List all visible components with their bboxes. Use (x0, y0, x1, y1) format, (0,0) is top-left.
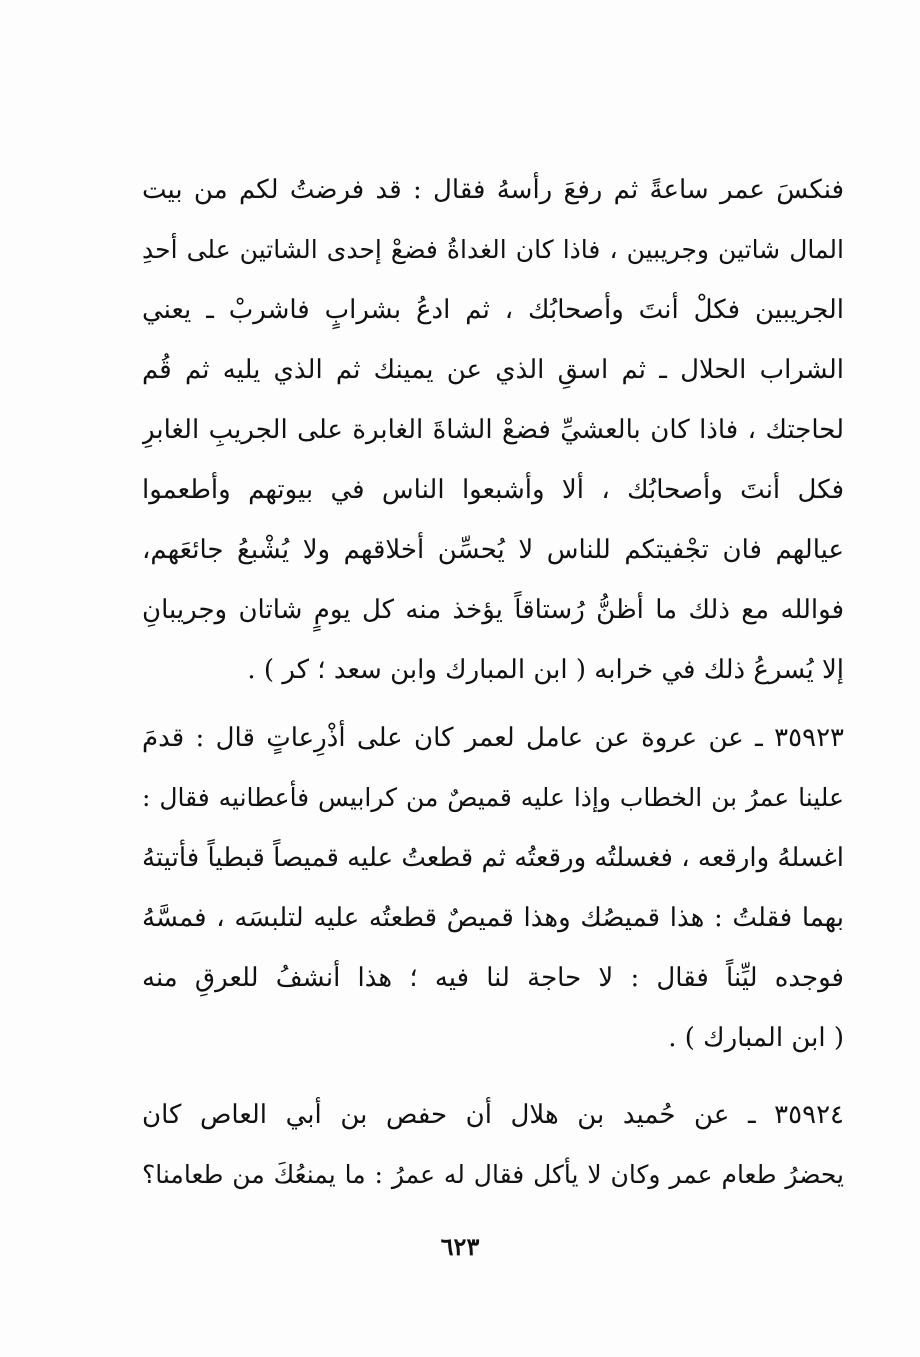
text-line: المال شاتين وجريبين ، فاذا كان الغداةُ فضعْ إحدى الشاتين على أحدِ (142, 235, 844, 264)
text-line: ( ابن المبارك ) . (668, 1023, 844, 1053)
text-line: عيالهم فان تجْفيتكم للناس لا يُحسِّن أخلاقهم ولا يُشْبعُ جائعَهم، (142, 535, 844, 565)
text-line: فنكسَ عمر ساعةً ثم رفعَ رأسهُ فقال : قد فرضتُ لكم من بيت (142, 175, 844, 205)
text-line: فوالله مع ذلك ما أظنُّ رُستاقاً يؤخذ منه كل يومٍ شاتان وجريبانِ (142, 595, 844, 625)
text-line: الشراب الحلال ـ ثم اسقِ الذي عن يمينك ثم الذي يليه ثم قُم (142, 355, 844, 385)
page-number: ٦٢٣ (440, 1232, 480, 1261)
text-line: بهما فقلتُ : هذا قميصُك وهذا قميصٌ قطعتُه عليه لتلبسَه ، فمسَّهُ (142, 903, 844, 933)
text-line: علينا عمرُ بن الخطاب وإذا عليه قميصٌ من كرابيس فأعطانيه فقال : (142, 783, 844, 812)
text-line: يحضرُ طعام عمر وكان لا يأكل فقال له عمرُ : ما يمنعُكَ من طعامنا؟ (142, 1160, 844, 1189)
text-line: فوجده ليِّناً فقال : لا حاجة لنا فيه ؛ هذا أنشفُ للعرقِ منه (142, 963, 844, 993)
text-line: ٣٥٩٢٣ ـ عن عروة عن عامل لعمر كان على أذْرِعاتٍ قال : قدمَ (142, 723, 844, 753)
text-line: ٣٥٩٢٤ ـ عن حُميد بن هلال أن حفص بن أبي العاص كان (142, 1100, 844, 1130)
paragraph-35923 (142, 708, 844, 1068)
paragraph-35924 (142, 1085, 844, 1205)
text-line: الجريبين فكلْ أنتَ وأصحابُك ، ثم ادعُ بشرابٍ فاشربْ ـ يعني (142, 295, 844, 325)
text-line: لحاجتك ، فاذا كان بالعشيِّ فضعْ الشاةَ الغابرة على الجريبِ الغابرِ (142, 415, 844, 445)
text-line: فكل أنتَ وأصحابُك ، ألا وأشبعوا الناس في بيوتهم وأطعموا (142, 475, 844, 505)
text-line: اغسلهُ وارقعه ، فغسلتُه ورقعتُه ثم قطعتُ عليه قميصاً قبطياً فأتيتهُ (142, 843, 844, 873)
text-line: إلا يُسرعُ ذلك في خرابه ( ابن المبارك وابن سعد ؛ كر ) . (247, 655, 844, 685)
paragraph-continuation (142, 160, 844, 700)
